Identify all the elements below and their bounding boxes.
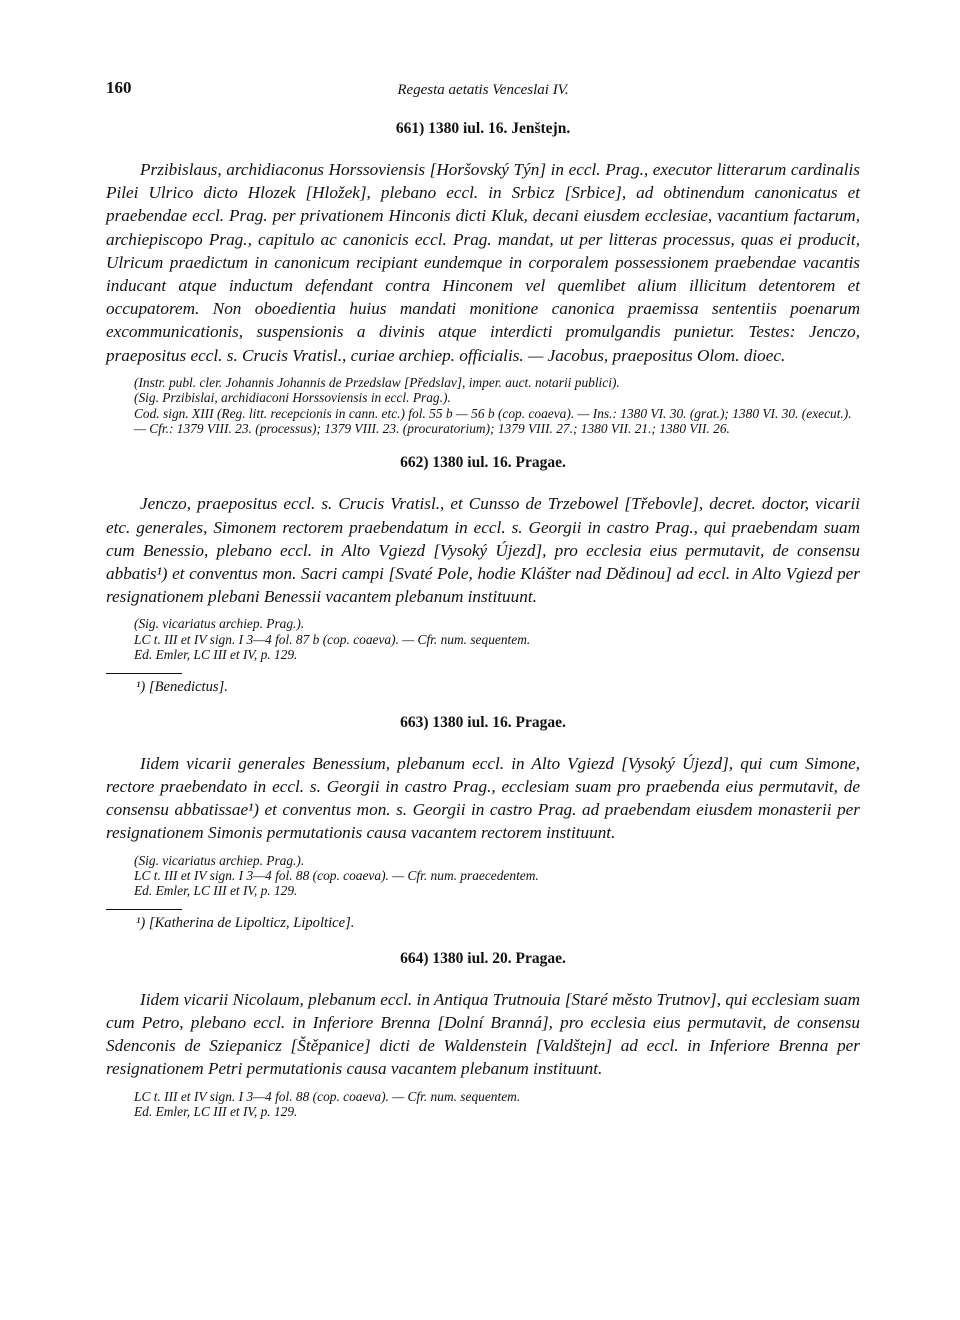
apparatus-line: (Sig. vicariatus archiep. Prag.).	[134, 616, 305, 632]
entry-body: Jenczo, praepositus eccl. s. Crucis Vratisl., et Cunsso de Trzebowel [Třebovle], decret. doctor, vicarii etc. generales, Simonem rectorem praebendatum in eccl. s. Georgii in castro Prag., qui praebendam suam cum Benessio, plebano eccl. in Alto Vgiezd [Vysoký Újezd], pro ecclesia eius permutavit, de consensu abbatis¹) et conventus mon. Sacri campi [Svaté Pole, hodie Klášter nad Dědinou] ad eccl. in Alto Vgiezd per resignationem plebani Benessii vacantem plebanum instituunt.	[106, 494, 860, 607]
entry-heading: 661) 1380 iul. 16. Jenštejn.	[395, 120, 571, 137]
apparatus-line: Ed. Emler, LC III et IV, p. 129.	[134, 883, 298, 899]
apparatus-line: LC t. III et IV sign. I 3—4 fol. 87 b (cop. coaeva). — Cfr. num. sequentem.	[134, 631, 531, 647]
entry-body: Przibislaus, archidiaconus Horssoviensis [Horšovský Týn] in eccl. Prag., executor litterarum cardinalis Pilei Ulrico dicto Hlozek [Hložek], plebano eccl. in Srbicz [Srbice], ad obtinendum canonicatus et praebendae eccl. Prag. per privationem Hinconis dicti Kluk, decani eiusdem ecclesiae, vacantium factarum, archiepiscopo Prag., capitulo ac canonicis eccl. Prag. mandat, ut per litteras processus, quas ei producit, Ulricum praedictum in canonicum recipiant eundemque in corporalem possessionem praebendae vacantis inducant atque inductum defendant contra Hinconem vel quemlibet alium illicitum detentorem et occupatorem. Non oboedientia huius mandati monitione canonica praemissa sententiis poenarum excommunicationis, suspensionis a divinis atque interdicti promulgandis punietur. Testes: Jenczo, praepositus eccl. s. Crucis Vratisl., curiae archiep. officialis. — Jacobus, praepositus Olom. dioec.	[106, 160, 860, 365]
apparatus	[106, 375, 860, 437]
entry-664	[106, 950, 860, 1120]
apparatus-line: Cod. sign. XIII (Reg. litt. recepcionis in cann. etc.) fol. 55 b — 56 b (cop. coaeva). — Ins.: 1380 VI. 30. (grat.); 1380 VI. 30. (execut.). — Cfr.: 1379 VIII. 23. (processus); 1379 VIII. 23. (procuratorium); 1379 VIII. 27.; 1380 VII. 21.; 1380 VII. 26.	[134, 405, 855, 437]
apparatus-line: Ed. Emler, LC III et IV, p. 129.	[134, 647, 298, 663]
footnote-divider	[106, 673, 182, 674]
apparatus-line: LC t. III et IV sign. I 3—4 fol. 88 (cop. coaeva). — Cfr. num. sequentem.	[134, 1088, 521, 1104]
apparatus-line: (Sig. Przibislai, archidiaconi Horssoviensis in eccl. Prag.).	[134, 390, 451, 406]
footnote-divider	[106, 909, 182, 910]
entry-heading: 662) 1380 iul. 16. Pragae.	[400, 454, 566, 472]
apparatus-line: LC t. III et IV sign. I 3—4 fol. 88 (cop. coaeva). — Cfr. num. praecedentem.	[134, 867, 539, 883]
entry-662	[106, 454, 860, 695]
entry-heading: 663) 1380 iul. 16. Pragae.	[400, 713, 566, 731]
running-head	[106, 76, 860, 106]
entry-661	[106, 120, 860, 436]
entry-663	[106, 714, 860, 932]
entry-heading: 664) 1380 iul. 20. Pragae.	[400, 949, 566, 967]
entry-body: Iidem vicarii generales Benessium, plebanum eccl. in Alto Vgiezd [Vysoký Újezd], qui cum Simone, rectore praebendato in eccl. s. Georgii in castro Prag., ecclesiam suam pro praebenda eius permutavit, de consensu abbatissae¹) et conventus mon. s. Georgii in castro Prag. ad praebendam eiusdem monasterii per resignationem Simonis permutationis causa vacantem rectorem instituunt.	[106, 753, 860, 843]
footnote: ¹) [Benedictus].	[136, 678, 228, 695]
apparatus	[106, 853, 860, 899]
footnote: ¹) [Katherina de Lipolticz, Lipoltice].	[136, 914, 355, 931]
apparatus-line: (Instr. publ. cler. Johannis Johannis de Przedslaw [Předslav], imper. auct. notarii publici).	[134, 374, 620, 390]
apparatus	[106, 616, 860, 662]
entry-body: Iidem vicarii Nicolaum, plebanum eccl. in Antiqua Trutnouia [Staré město Trutnov], qui ecclesiam suam cum Petro, plebano eccl. in Inferiore Brenna [Dolní Branná], pro ecclesia eius permutavit, de consensu Sdenconis de Sziepanicz [Štěpanice] dicti de Waldenstein [Valdštejn] ad eccl. in Inferiore Brenna per resignationem Petri permutationis causa vacantem plebanum instituunt.	[106, 989, 860, 1079]
apparatus	[106, 1089, 860, 1120]
page-number: 160	[106, 78, 132, 97]
running-title: Regesta aetatis Venceslai IV.	[397, 82, 569, 98]
apparatus-line: (Sig. vicariatus archiep. Prag.).	[134, 852, 305, 868]
document-page	[106, 76, 860, 1119]
apparatus-line: Ed. Emler, LC III et IV, p. 129.	[134, 1103, 298, 1119]
